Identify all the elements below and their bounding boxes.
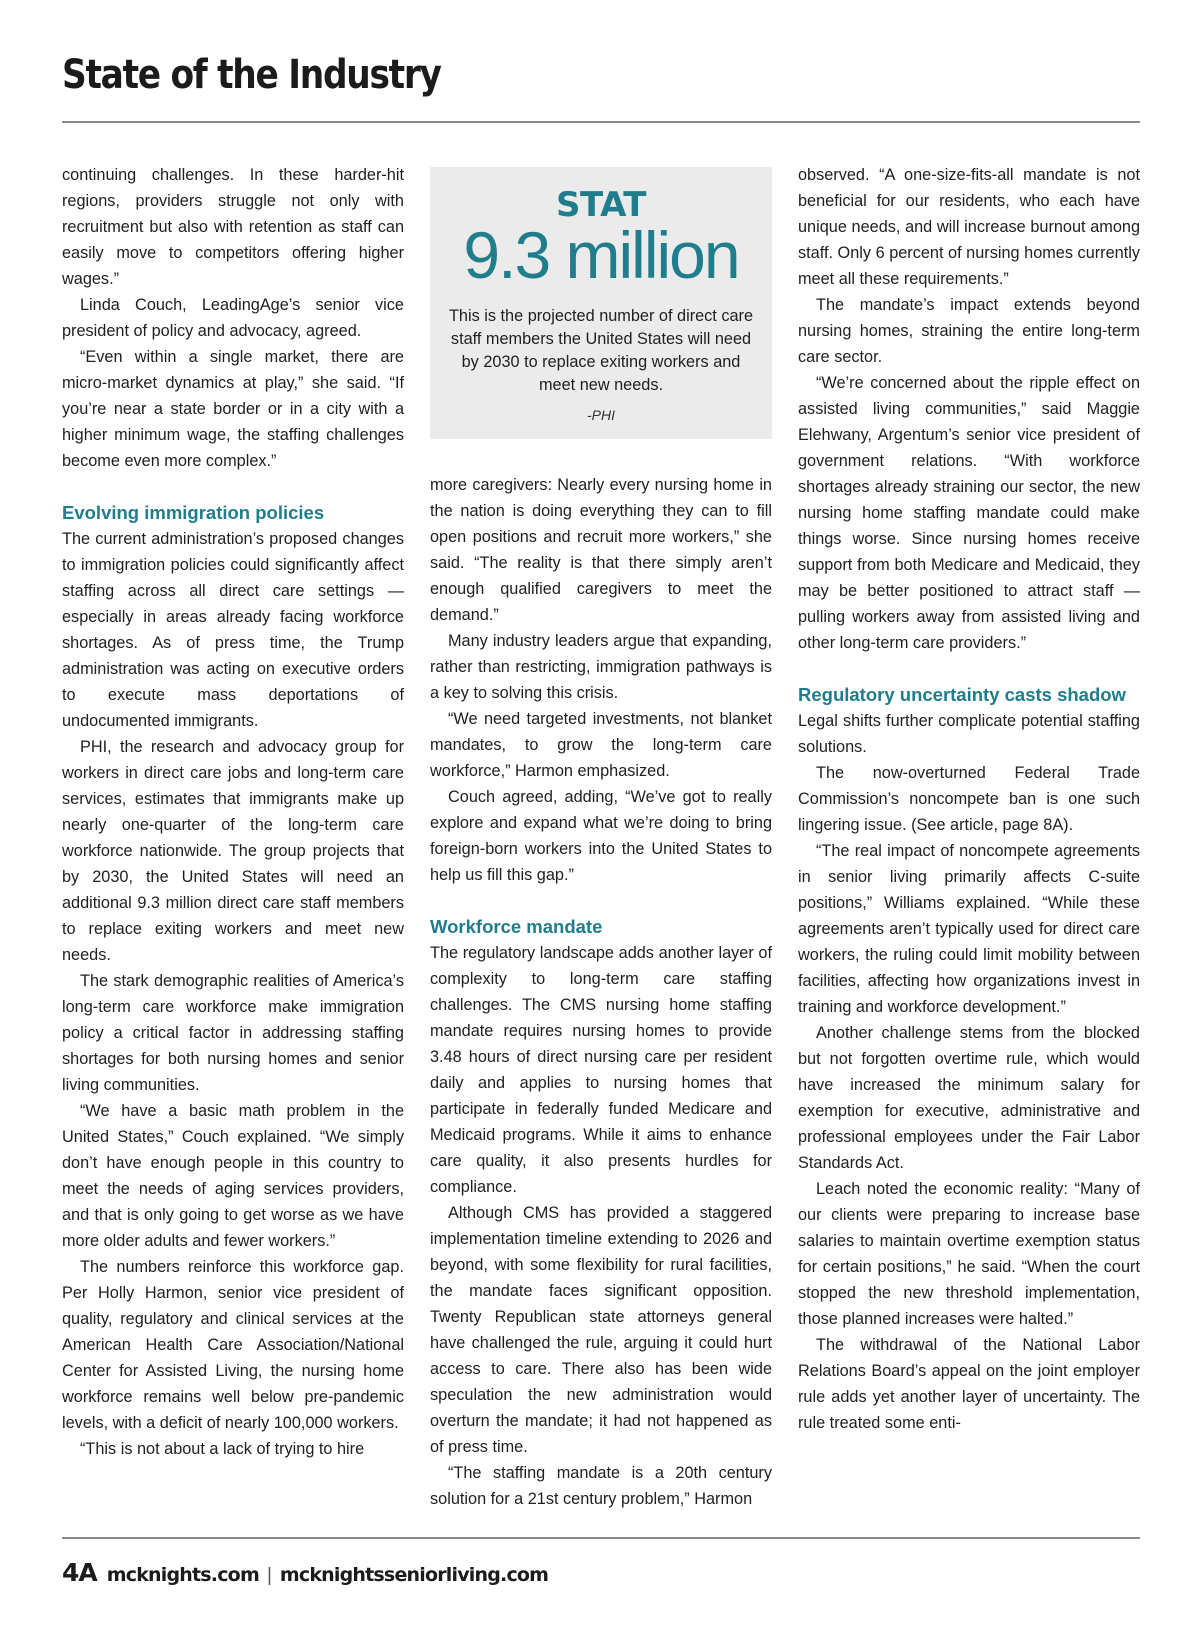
stat-value: 9.3 million xyxy=(463,218,739,292)
paragraph: The numbers reinforce this workforce gap. Per Holly Harmon, senior vice president of quality, regulatory and clinical services at the American Health Care Association/National Center for Assisted Living, the nursing home workforce remains well below pre-pandemic levels, with a deficit of nearly 100,000 workers. xyxy=(62,1258,404,1432)
paragraph: “Even within a single market, there are micro-market dynamics at play,” she said. “If you’re near a state border or in a city with a higher minimum wage, the staffing challenges become even more complex.” xyxy=(62,348,404,470)
paragraph: Another challenge stems from the blocked but not forgotten overtime rule, which would have increased the minimum salary for exemption for executive, administrative and professional employees under the Fair Labor Standards Act. xyxy=(798,1024,1140,1172)
paragraph: “The staffing mandate is a 20th century solution for a 21st century problem,” Harmon xyxy=(430,1464,772,1508)
page-number: 4A xyxy=(62,1558,97,1587)
paragraph: observed. “A one-size-fits-all mandate is not beneficial for our residents, who each have unique needs, and will increase burnout among staff. Only 6 percent of nursing homes currently meet all these requirements.” xyxy=(798,166,1140,288)
paragraph: continuing challenges. In these harder-hit regions, providers struggle not only with recruitment but also with retention as staff can easily move to competitors offering higher wages.” xyxy=(62,166,404,288)
stat-description: This is the projected number of direct care staff members the United States will need by 2030 to replace exiting workers and meet new needs. xyxy=(448,307,754,394)
stat-label: STAT xyxy=(556,185,646,225)
paragraph: Legal shifts further complicate potential staffing solutions. xyxy=(798,712,1140,756)
paragraph: The now-overturned Federal Trade Commission’s noncompete ban is one such lingering issue. (See article, page 8A). xyxy=(798,764,1140,834)
footer-site-link[interactable]: mcknights.com xyxy=(106,1564,259,1586)
paragraph: Leach noted the economic reality: “Many of our clients were preparing to increase base salaries to maintain overtime exemption status for certain positions,” he said. “When the court stopped the new threshold implementation, those planned increases were halted.” xyxy=(798,1180,1140,1328)
page-footer xyxy=(62,1558,548,1598)
subheading-immigration: Evolving immigration policies xyxy=(62,502,325,523)
footer-divider xyxy=(62,1537,1140,1539)
subheading-regulatory-uncertainty: Regulatory uncertainty casts shadow xyxy=(798,684,1126,705)
paragraph: “We’re concerned about the ripple effect on assisted living communities,” said Maggie Elehwany, Argentum’s senior vice president of government relations. “With workforce shortages already straining our sector, the new nursing home staffing mandate could make things worse. Since nursing homes receive support from both Medicare and Medicaid, they may be better positioned to attract staff — pulling workers away from assisted living and other long-term care providers.” xyxy=(798,374,1140,652)
paragraph: Couch agreed, adding, “We’ve got to really explore and expand what we’re doing to bring foreign-born workers into the United States to help us fill this gap.” xyxy=(430,788,772,884)
paragraph: The regulatory landscape adds another layer of complexity to long-term care staffing challenges. The CMS nursing home staffing mandate requires nursing homes to provide 3.48 hours of direct nursing care per resident daily and applies to nursing homes that participate in federally funded Medicare and Medicaid programs. While it aims to enhance care quality, it also presents hurdles for compliance. xyxy=(430,944,772,1196)
paragraph: The current administration’s proposed changes to immigration policies could significantly affect staffing across all direct care settings — especially in areas already facing workforce shortages. As of press time, the Trump administration was acting on executive orders to execute mass deportations of undocumented immigrants. xyxy=(62,530,404,730)
subheading-workforce-mandate: Workforce mandate xyxy=(430,916,603,937)
paragraph: The stark demographic realities of America’s long-term care workforce make immigration policy a critical factor in addressing staffing shortages for both nursing homes and senior living communities. xyxy=(62,972,404,1094)
paragraph: Many industry leaders argue that expanding, rather than restricting, immigration pathways is a key to solving this crisis. xyxy=(430,632,772,702)
paragraph: “We need targeted investments, not blanket mandates, to grow the long-term care workforce,” Harmon emphasized. xyxy=(430,710,772,780)
paragraph: Although CMS has provided a staggered implementation timeline extending to 2026 and beyond, with some flexibility for rural facilities, the mandate faces significant opposition. Twenty Republican state attorneys general have challenged the rule, arguing it could hurt access to care. There also has been wide speculation the new administration would overturn the mandate; it had not happened as of press time. xyxy=(430,1204,772,1456)
footer-separator: | xyxy=(266,1565,272,1586)
footer-site-link-senior-living[interactable]: mcknightsseniorliving.com xyxy=(279,1564,549,1586)
paragraph: PHI, the research and advocacy group for workers in direct care jobs and long-term care services, estimates that immigrants make up nearly one-quarter of the long-term care workforce nationwide. The group projects that by 2030, the United States will need an additional 9.3 million direct care staff members to replace exiting workers and meet new needs. xyxy=(62,738,404,964)
paragraph: “The real impact of noncompete agreements in senior living primarily affects C-suite positions,” Williams explained. “While these agreements aren’t typically used for direct care workers, the ruling could limit mobility between facilities, affecting how organizations invest in training and workforce development.” xyxy=(798,842,1140,1016)
stat-source: -PHI xyxy=(587,407,615,423)
header-divider xyxy=(62,121,1140,123)
paragraph: “We have a basic math problem in the United States,” Couch explained. “We simply don’t have enough people in this country to meet the needs of aging services providers, and that is only going to get worse as we have more older adults and fewer workers.” xyxy=(62,1102,404,1250)
article-column-3 xyxy=(798,162,1140,1436)
article-column-1 xyxy=(62,162,404,1462)
article-column-2 xyxy=(430,472,772,1512)
paragraph: The withdrawal of the National Labor Relations Board’s appeal on the joint employer rule adds yet another layer of uncertainty. The rule treated some enti- xyxy=(798,1336,1140,1432)
paragraph: more caregivers: Nearly every nursing home in the nation is doing everything they can to fill open positions and recruit more workers,” she said. “The reality is that there simply aren’t enough qualified caregivers to meet the demand.” xyxy=(430,476,772,624)
section-title: State of the Industry xyxy=(62,52,441,98)
paragraph: Linda Couch, LeadingAge’s senior vice president of policy and advocacy, agreed. xyxy=(62,296,404,340)
paragraph: “This is not about a lack of trying to hire xyxy=(80,1440,365,1458)
stat-callout xyxy=(430,167,772,439)
paragraph: The mandate’s impact extends beyond nursing homes, straining the entire long-term care sector. xyxy=(798,296,1140,366)
